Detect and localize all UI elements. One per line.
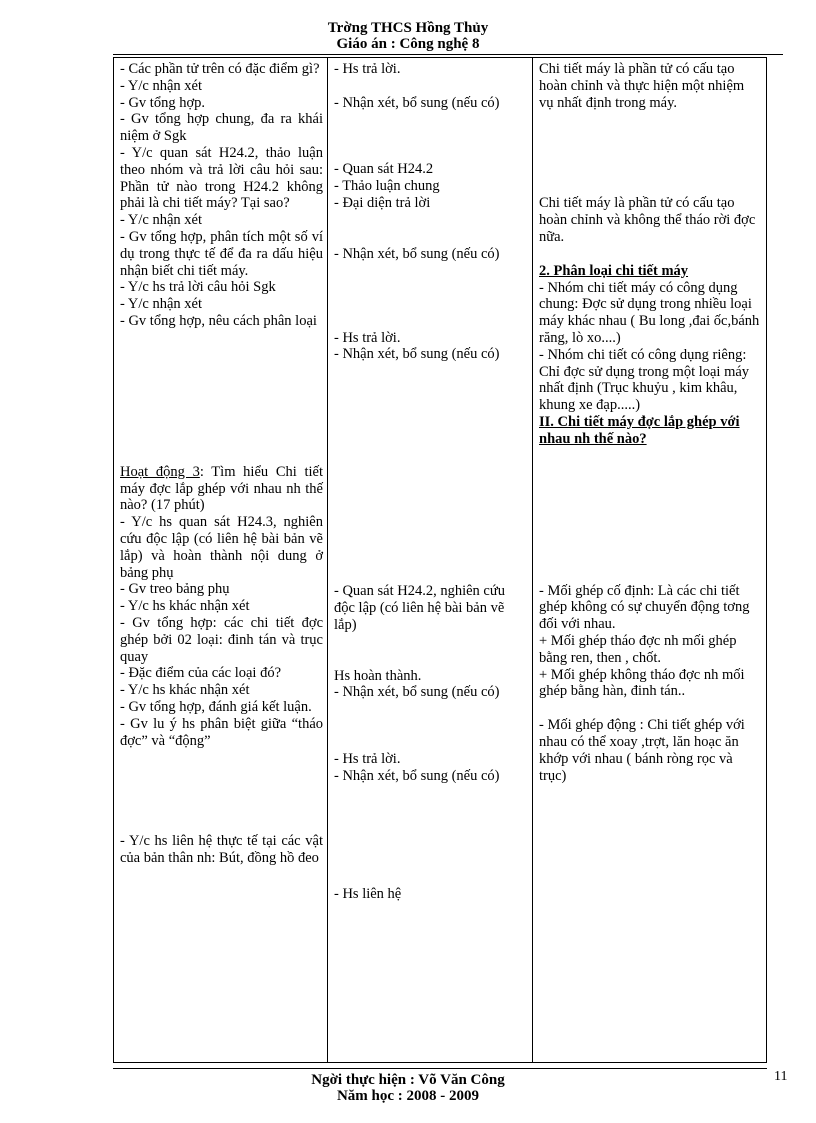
teacher-line: - Đặc điểm của các loại đó? — [120, 665, 282, 682]
teacher-line: - Gv tổng hợp. — [120, 94, 205, 111]
content-line: - Mối ghép cố định: Là các chi tiết ghép không có sự chuyển động tơng đối với nhau. — [539, 582, 750, 633]
content-line: - Nhóm chi tiết máy có công dụng chung: Đợc sử dụng trong nhiều loại máy khác nhau ( Bu long ,đai ốc,bánh răng, lò xo....) — [539, 279, 760, 346]
content-line: - Mối ghép động : Chi tiết ghép với nhau có thể xoay ,trợt, lăn hoạc ăn khớp với nhau ( bánh ròng rọc và trục) — [539, 717, 745, 784]
student-line: - Nhận xét, bổ sung (nếu có) — [334, 684, 500, 701]
teacher-line: - Gv tổng hợp, nêu cách phân loại — [120, 312, 317, 329]
student-line: - Quan sát H24.2, nghiên cứu độc lập (có liên hệ bài bản vẽ lắp) — [334, 583, 505, 633]
page-header — [0, 20, 816, 52]
content-line: Chi tiết máy là phần tử có cấu tạo hoàn chỉnh và thực hiện một nhiệm vụ nhất định trong máy. — [539, 61, 745, 111]
teacher-line: - Gv treo bảng phụ — [120, 581, 230, 598]
page-number: 11 — [774, 1069, 788, 1084]
section-heading-assembly: II. Chi tiết máy đợc lắp ghép với nhau nh thế nào? — [539, 413, 740, 447]
page-footer — [0, 1072, 816, 1104]
student-line: - Hs trả lời. — [334, 751, 401, 768]
header-divider — [113, 54, 783, 55]
teacher-line: - Y/c nhận xét — [120, 77, 203, 94]
teacher-line: - Y/c hs khác nhận xét — [120, 682, 250, 699]
subject-title: Giáo án : Công nghệ 8 — [336, 36, 480, 52]
teacher-line: - Y/c hs quan sát H24.3, nghiên cứu độc lập (có liên hệ bài bản vẽ lắp) và hoàn thành nội dung ở bảng phụ — [120, 514, 323, 581]
teacher-line: - Gv lu ý hs phân biệt giữa “tháo đợc” và “động” — [120, 715, 323, 749]
teacher-line: - Y/c nhận xét — [120, 296, 203, 313]
student-line: - Hs trả lời. — [334, 329, 401, 346]
activity-3-heading — [120, 464, 323, 514]
content-line: + Mối ghép tháo đợc nh mối ghép bằng ren, then , chốt. — [539, 632, 737, 666]
author-line: Ngời thực hiện : Võ Văn Công — [311, 1072, 505, 1088]
activity-3-label: Hoạt động 3 — [120, 463, 200, 480]
teacher-line: - Gv tổng hợp chung, đa ra khái niệm ở Sgk — [120, 111, 323, 145]
teacher-line: - Y/c hs khác nhận xét — [120, 598, 250, 615]
student-activity-column — [328, 58, 533, 1062]
teacher-line: - Y/c hs trả lời câu hỏi Sgk — [120, 279, 276, 296]
teacher-activity-column — [114, 58, 328, 1062]
student-line: - Nhận xét, bổ sung (nếu có) — [334, 346, 500, 363]
teacher-line: - Y/c nhận xét — [120, 212, 203, 229]
student-line: - Nhận xét, bổ sung (nếu có) — [334, 94, 500, 111]
teacher-line: - Gv tổng hợp: các chi tiết đợc ghép bởi 02 loại: đinh tán và trục quay — [120, 614, 323, 665]
activity-3-title: : Tìm hiểu Chi tiết máy đợc lắp ghép với nhau nh thế nào? (17 phút) — [120, 463, 324, 514]
student-line: Hs hoàn thành. — [334, 667, 422, 684]
content-line: Chi tiết máy là phần tử có cấu tạo hoàn chỉnh và không thể tháo rời đợc nữa. — [539, 195, 756, 245]
teacher-line: - Gv tổng hợp, đánh giá kết luận. — [120, 698, 312, 715]
content-line: - Nhóm chi tiết có công dụng riêng: Chỉ đợc sử dụng trong một loại máy nhất định (Trục khuỷu , kim khâu, khung xe đạp.....) — [539, 346, 750, 414]
student-line: - Nhận xét, bổ sung (nếu có) — [334, 245, 500, 262]
lesson-content-column — [533, 58, 766, 1062]
lesson-table — [113, 57, 767, 1063]
student-line: - Hs trả lời. — [334, 61, 401, 77]
teacher-line: - Các phần tử trên có đặc điểm gì? — [120, 61, 320, 77]
teacher-line: - Y/c quan sát H24.2, thảo luận theo nhóm và trả lời câu hỏi sau: Phần tử nào trong H24.2 không phải là chi tiết máy? Tại sao? — [120, 144, 323, 212]
school-year-line: Năm học : 2008 - 2009 — [336, 1088, 480, 1104]
footer-divider — [113, 1068, 767, 1069]
student-line: - Hs liên hệ — [334, 885, 402, 902]
student-line: - Đại diện trả lời — [334, 194, 431, 211]
student-line: - Nhận xét, bổ sung (nếu có) — [334, 767, 500, 784]
teacher-line: - Y/c hs liên hệ thực tế tại các vật của bản thân nh: Bút, đồng hồ đeo — [120, 833, 323, 867]
student-line: - Quan sát H24.2 — [334, 161, 434, 178]
student-line: - Thảo luận chung — [334, 178, 440, 195]
section-heading-classification: 2. Phân loại chi tiết máy — [539, 262, 689, 279]
school-name: Trờng THCS Hồng Thủy — [327, 20, 489, 36]
content-line: + Mối ghép không tháo đợc nh mối ghép bằng hàn, đinh tán.. — [539, 666, 745, 700]
teacher-line: - Gv tổng hợp, phân tích một số ví dụ trong thực tế để đa ra dấu hiệu nhận biết chi tiết máy. — [120, 228, 323, 279]
